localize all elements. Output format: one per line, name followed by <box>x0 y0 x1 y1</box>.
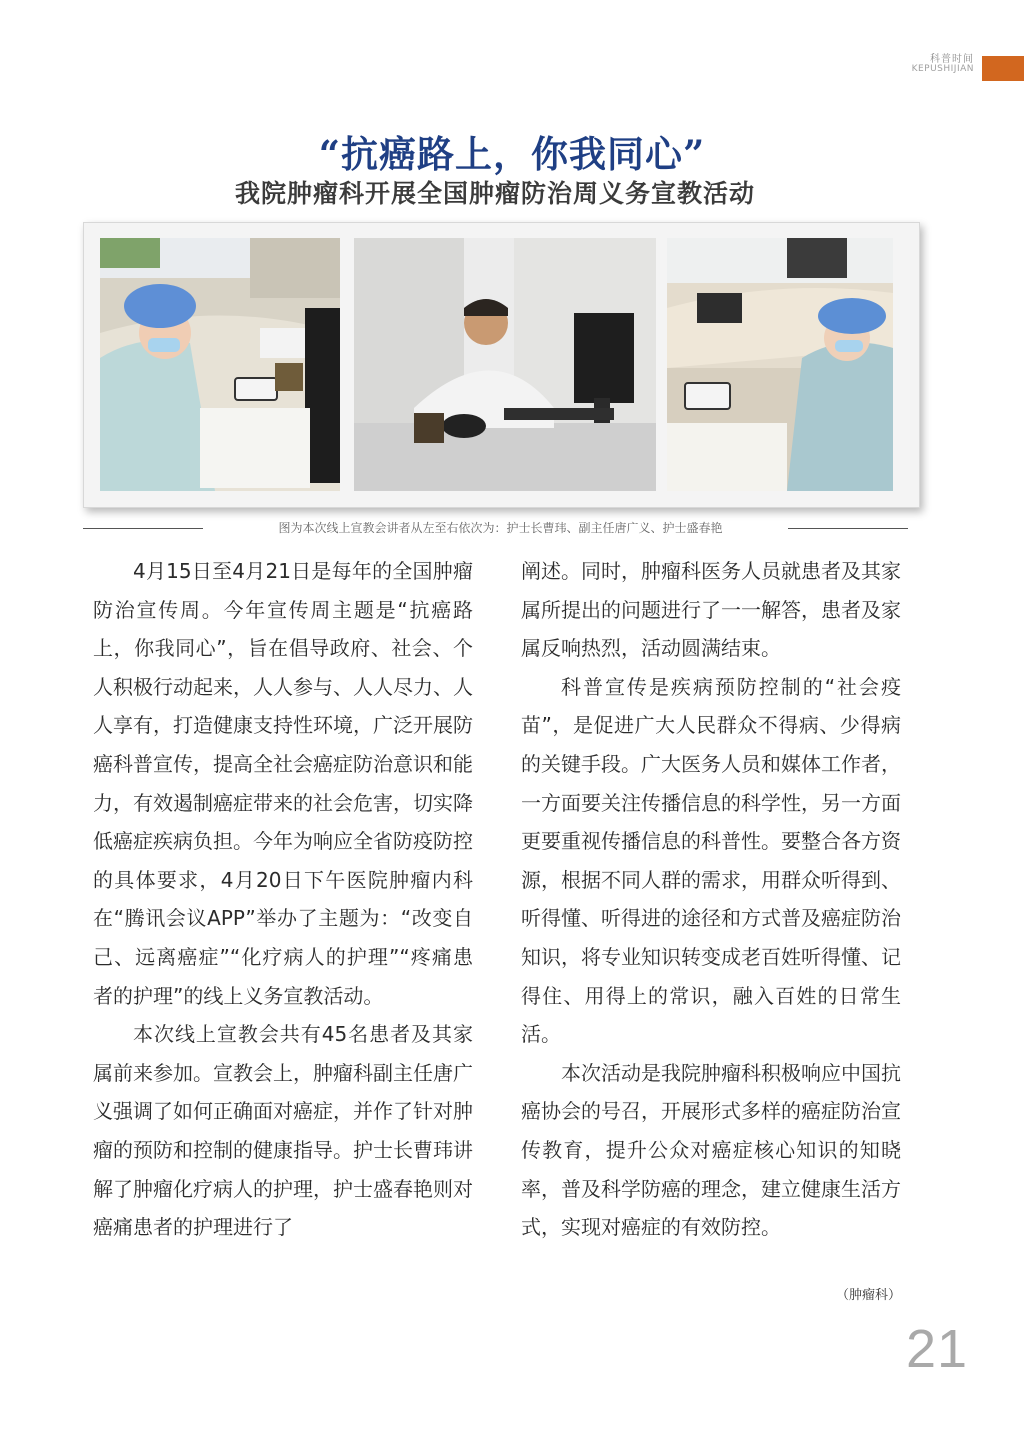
section-name-cn: 科普时间 <box>930 54 974 65</box>
paragraph-4: 本次活动是我院肿瘤科积极响应中国抗癌协会的号召，开展形式多样的癌症防治宣传教育，提升公众对癌症核心知识的知晓率，普及科学防癌的理念，建立健康生活方式，实现对癌症的有效防控。 <box>521 1060 901 1240</box>
photo-nurse <box>667 238 893 491</box>
photo-caption: 图为本次线上宣教会讲者从左至右依次为：护士长曹玮、副主任唐广义、护士盛春艳 <box>278 521 723 535</box>
article-column-left <box>93 552 473 1247</box>
photo-strip <box>83 222 920 508</box>
article-subtitle: 我院肿瘤科开展全国肿瘤防治周义务宣教活动 <box>234 179 755 208</box>
section-tag <box>912 54 974 75</box>
section-name-en: KEPUSHIJIAN <box>911 64 974 74</box>
article-column-right <box>521 552 901 1247</box>
paragraph-1: 4月15日至4月21日是每年的全国肿瘤防治宣传周。今年宣传周主题是“抗癌路上，你我同心”，旨在倡导政府、社会、个人积极行动起来，人人参与、人人尽力、人人享有，打造健康支持性环境，广泛开展防癌科普宣传，提高全社会癌症防治意识和能力，有效遏制癌症带来的社会危害，切实降低癌症疾病负担。今年为响应全省防疫防控的具体要求，4月20日下午医院肿瘤内科在“腾讯会议APP”举办了主题为：“改变自己、远离癌症”“化疗病人的护理”“疼痛患者的护理”的线上义务宣教活动。 <box>93 559 473 1008</box>
paragraph-2: 本次线上宣教会共有45名患者及其家属前来参加。宣教会上，肿瘤科副主任唐广义强调了如何正确面对癌症，并作了针对肿瘤的预防和控制的健康指导。护士长曹玮讲解了肿瘤化疗病人的护理，护士盛春艳则对癌痛患者的护理进行了 <box>93 1022 473 1240</box>
paragraph-2-continued: 阐述。同时，肿瘤科医务人员就患者及其家属所提出的问题进行了一一解答，患者及家属反响热烈，活动圆满结束。 <box>521 559 901 661</box>
article-signature: （肿瘤科） <box>836 1288 902 1303</box>
page-number: 21 <box>906 1319 969 1379</box>
photo-caption-row <box>83 519 918 537</box>
photo-deputy-director <box>354 238 656 491</box>
article-title: “抗癌路上，你我同心” <box>318 132 706 176</box>
caption-divider-right <box>788 528 908 529</box>
photo-nurse-head <box>100 238 340 491</box>
section-accent-bar <box>982 56 1024 81</box>
paragraph-3: 科普宣传是疾病预防控制的“社会疫苗”，是促进广大人民群众不得病、少得病的关键手段。广大医务人员和媒体工作者，一方面要关注传播信息的科学性，另一方面更要重视传播信息的科普性。要整合各方资源，根据不同人群的需求，用群众听得到、听得懂、听得进的途径和方式普及癌症防治知识，将专业知识转变成老百姓听得懂、记得住、用得上的常识，融入百姓的日常生活。 <box>521 674 901 1047</box>
